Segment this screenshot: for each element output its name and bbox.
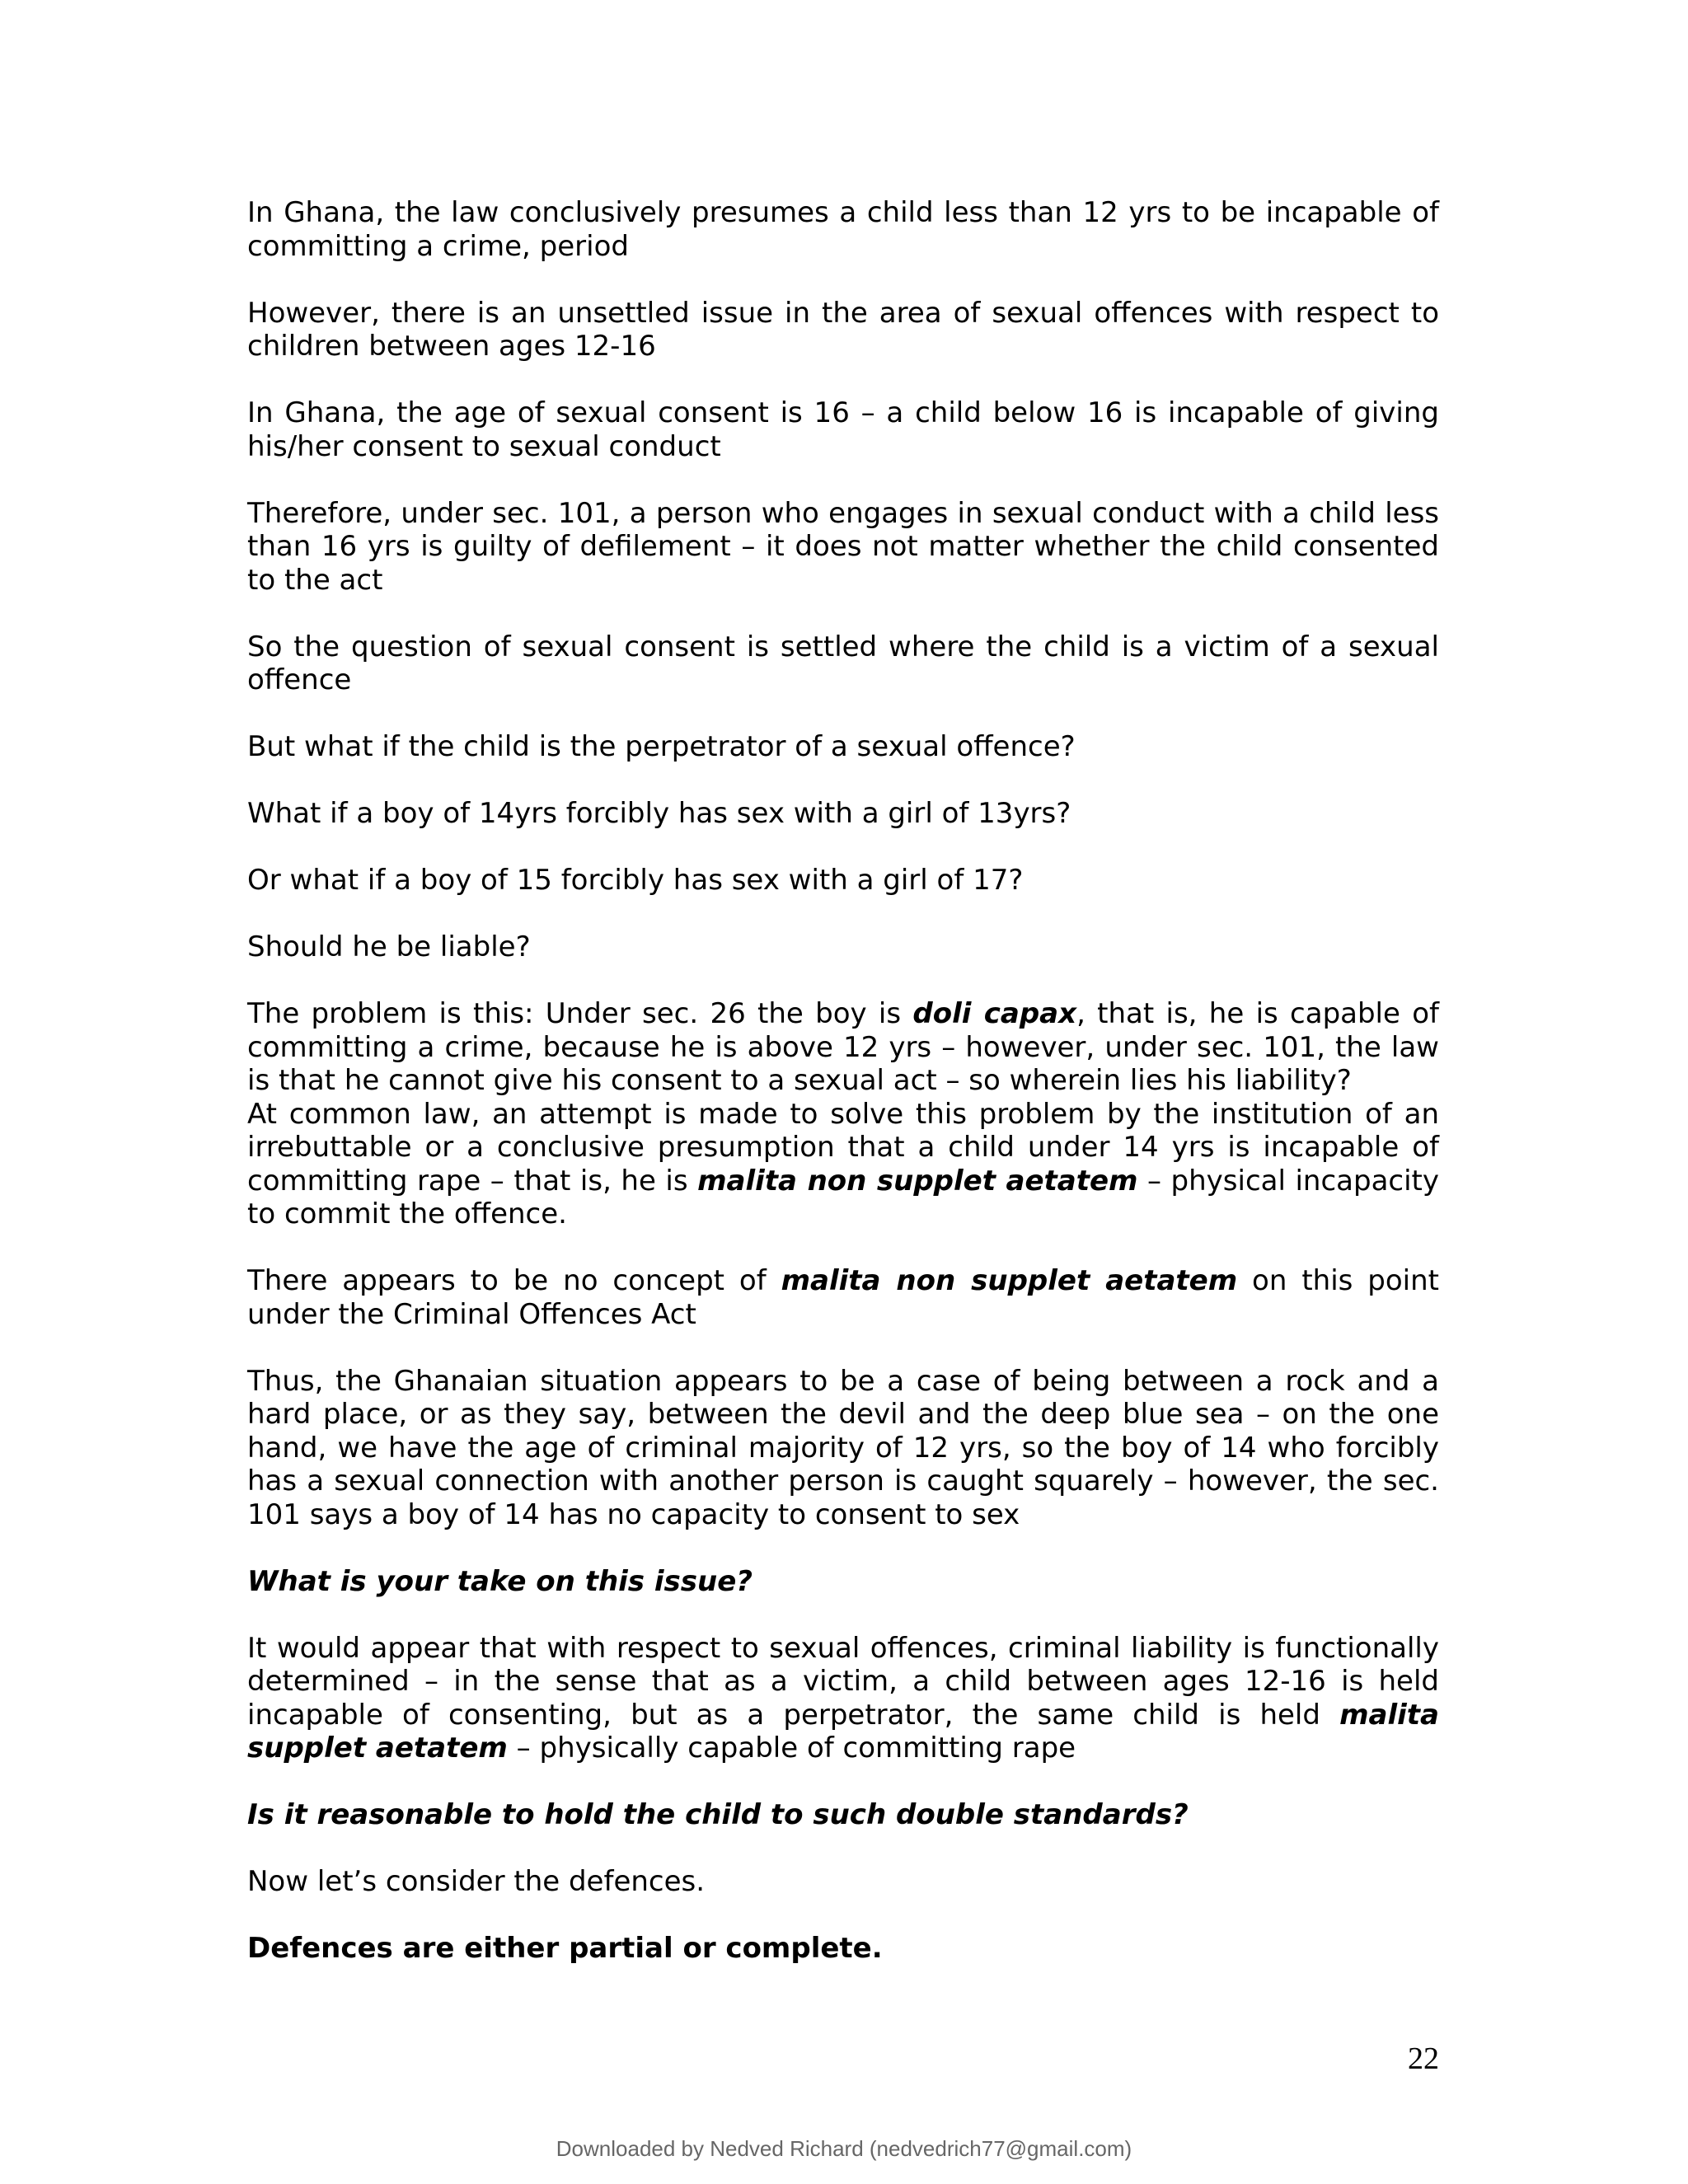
- paragraph: [247, 1098, 1439, 1231]
- paragraph-text: on this point under the Criminal Offences Act: [247, 1264, 1440, 1331]
- paragraph: [247, 997, 1439, 1098]
- paragraph-text: There appears to be no concept of: [247, 1264, 781, 1297]
- paragraph-text: – physical incapacity to commit the offence.: [247, 1164, 1440, 1230]
- latin-term: malita supplet aetatem: [247, 1698, 1439, 1765]
- paragraph-text: The problem is this: Under sec. 26 the boy is: [247, 997, 913, 1030]
- paragraph: However, there is an unsettled issue in the area of sexual offences with respect to children between ages 12-16: [247, 296, 1439, 363]
- latin-term: malita non supplet aetatem: [697, 1164, 1138, 1197]
- paragraph: [247, 1264, 1439, 1331]
- paragraph: [247, 1632, 1439, 1765]
- question-heading: What is your take on this issue?: [247, 1564, 753, 1598]
- paragraph: Should he be liable?: [247, 930, 531, 963]
- latin-term: malita non supplet aetatem: [781, 1264, 1238, 1297]
- download-footer: Downloaded by Nedved Richard (nedvedrich77@gmail.com): [556, 2136, 1132, 2161]
- paragraph: In Ghana, the age of sexual consent is 16 – a child below 16 is incapable of giving his/her consent to sexual conduct: [247, 396, 1439, 463]
- paragraph: What if a boy of 14yrs forcibly has sex with a girl of 13yrs?: [247, 797, 1071, 830]
- paragraph-text: It would appear that with respect to sexual offences, criminal liability is functionally determined – in the sense that as a victim, a child between ages 12-16 is held incapable of consenting, but as a perpetrator, the same child is held: [247, 1631, 1439, 1732]
- paragraph: So the question of sexual consent is settled where the child is a victim of a sexual offence: [247, 630, 1439, 696]
- paragraph: Now let’s consider the defences.: [247, 1865, 706, 1898]
- paragraph: Therefore, under sec. 101, a person who engages in sexual conduct with a child less than 16 yrs is guilty of defilement – it does not matter whether the child consented to the act: [247, 496, 1439, 597]
- question-heading: Is it reasonable to hold the child to such double standards?: [247, 1798, 1189, 1831]
- paragraph-text: At common law, an attempt is made to solve this problem by the institution of an irrebuttable or a conclusive presumption that a child under 14 yrs is incapable of committing rape – that is, he is: [247, 1097, 1439, 1197]
- paragraph: Or what if a boy of 15 forcibly has sex with a girl of 17?: [247, 864, 1024, 897]
- latin-term: doli capax: [912, 997, 1077, 1030]
- page-body: [247, 196, 1439, 1999]
- paragraph-text: – physically capable of committing rape: [507, 1732, 1076, 1765]
- page-number: 22: [1408, 2041, 1439, 2076]
- paragraph: Thus, the Ghanaian situation appears to be a case of being between a rock and a hard place, or as they say, between the devil and the deep blue sea – on the one hand, we have the age of criminal majority of 12 yrs, so the boy of 14 who forcibly has a sexual connection with another person is caught squarely – however, the sec. 101 says a boy of 14 has no capacity to consent to sex: [247, 1364, 1439, 1531]
- paragraph: In Ghana, the law conclusively presumes a child less than 12 yrs to be incapable of committing a crime, period: [247, 196, 1439, 263]
- section-heading: Defences are either partial or complete.: [247, 1932, 883, 1965]
- paragraph-text: , that is, he is capable of committing a crime, because he is above 12 yrs – however, under sec. 101, the law is that he cannot give his consent to a sexual act – so wherein lies his liability?: [247, 997, 1440, 1097]
- paragraph: But what if the child is the perpetrator of a sexual offence?: [247, 730, 1076, 763]
